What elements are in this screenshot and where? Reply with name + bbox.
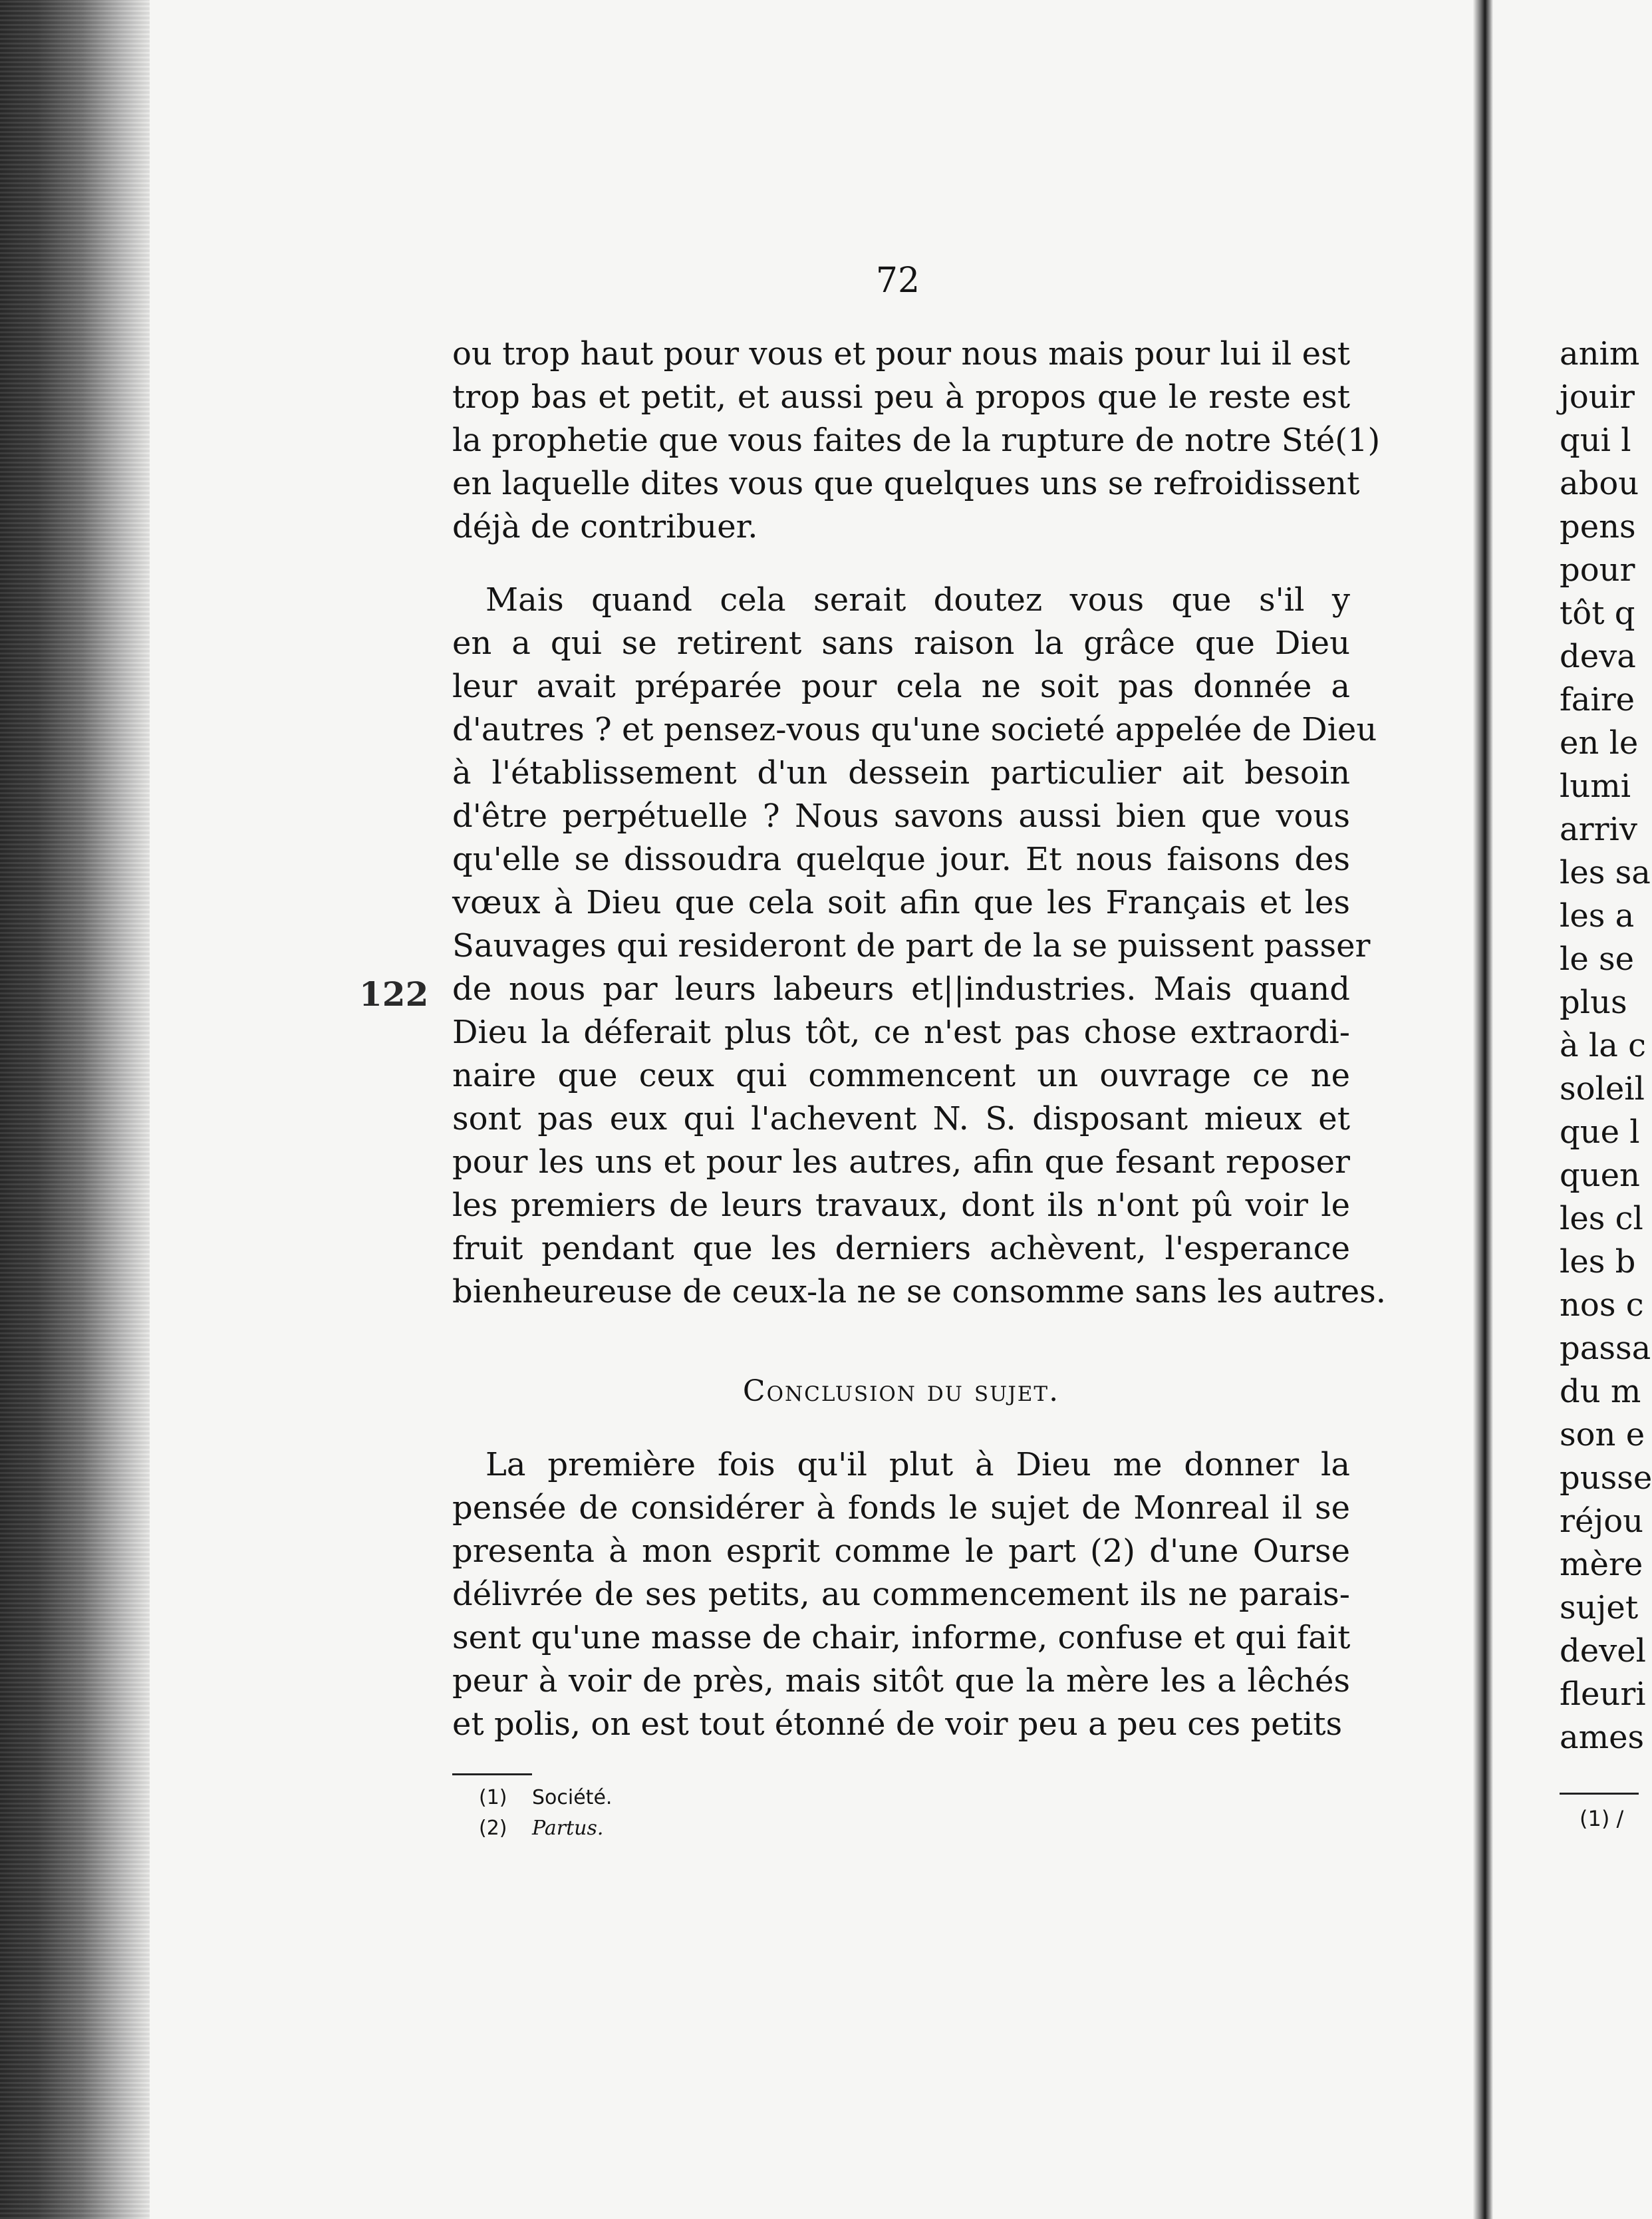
text-line: d'être perpétuelle ? Nous savons aussi bien que vous [452,798,1350,835]
right-page-line-fragment: faire [1560,681,1635,718]
right-page-line-fragment: devel [1560,1632,1647,1670]
text-line: et polis, on est tout étonné de voir peu a peu ces petits [452,1705,1343,1743]
paragraph-1 [452,333,1381,549]
text-line: bienheureuse de ceux-la ne se consomme sans les autres. [452,1273,1387,1310]
right-page-line-fragment: mère [1560,1546,1643,1583]
text-line: presenta à mon esprit comme le part (2) d'une Ourse [452,1533,1350,1570]
right-page-line-fragment: arriv [1560,811,1637,848]
text-line: en a qui se retirent sans raison la grâce que Dieu [452,625,1350,662]
page-number: 72 [875,261,920,301]
paragraph-2 [452,579,1387,1314]
right-page-line-fragment: deva [1560,638,1636,675]
right-page-line-fragment: ames [1560,1719,1645,1756]
footnote-text: Société. [532,1786,613,1809]
right-page-line-fragment: pusse [1560,1459,1652,1497]
page-gutter [1473,0,1493,2219]
right-page-line-fragment: nos c [1560,1286,1644,1324]
text-line: sont pas eux qui l'achevent N. S. disposant mieux et [452,1100,1350,1137]
section-heading: Conclusion du sujet. [742,1374,1060,1408]
footnote-rule [452,1773,532,1775]
right-page-line-fragment: jouir [1560,378,1635,416]
footnote-mark: (1) [479,1786,507,1809]
right-page-line-fragment: que l [1560,1113,1640,1151]
right-page-line-fragment: réjou [1560,1503,1644,1540]
right-page-fragments [1560,333,1652,1759]
right-page-line-fragment: qui l [1560,422,1631,459]
right-page-line-fragment: pour [1560,551,1635,589]
margin-note: 122 [359,974,429,1014]
right-page-line-fragment: les sa [1560,854,1651,891]
text-line: naire que ceux qui commencent un ouvrage ce ne [452,1057,1350,1094]
right-page-line-fragment: en le [1560,724,1639,762]
text-line: Dieu la déferait plus tôt, ce n'est pas chose extraordi- [452,1014,1350,1051]
text-line: vœux à Dieu que cela soit afin que les Français et les [452,884,1350,921]
text-line: fruit pendant que les derniers achèvent, l'esperance [452,1230,1350,1267]
text-line: Mais quand cela serait doutez vous que s'il y [485,581,1350,619]
right-page-line-fragment: pens [1560,508,1636,545]
text-line: à l'établissement d'un dessein particulier ait besoin [452,754,1350,792]
footnote-item [479,1813,612,1844]
text-line: ou trop haut pour vous et pour nous mais pour lui il est [452,335,1350,372]
text-line: La première fois qu'il plut à Dieu me donner la [485,1446,1350,1483]
footnote-mark: (2) [479,1817,507,1840]
text-line: en laquelle dites vous que quelques uns se refroidissent [452,465,1360,502]
right-page-line-fragment: les cl [1560,1200,1643,1237]
text-line: pensée de considérer à fonds le sujet de Monreal il se [452,1489,1350,1527]
right-page-line-fragment: fleuri [1560,1676,1646,1713]
right-page-line-fragment: soleil [1560,1070,1645,1108]
right-page-line-fragment: les b [1560,1243,1636,1280]
right-page-line-fragment: abou [1560,465,1639,502]
text-line: trop bas et petit, et aussi peu à propos que le reste est [452,378,1350,416]
text-line: pour les uns et pour les autres, afin que fesant reposer [452,1143,1350,1181]
text-line: d'autres ? et pensez-vous qu'une societé appelée de Dieu [452,711,1377,748]
footnote-text: Partus. [532,1817,604,1840]
right-page-line-fragment: plus [1560,984,1627,1021]
text-line: leur avait préparée pour cela ne soit pas donnée a [452,668,1350,705]
text-line: sent qu'une masse de chair, informe, confuse et qui fait [452,1619,1351,1656]
right-page-footnote: (1) / [1580,1806,1624,1831]
right-page-line-fragment: lumi [1560,768,1631,805]
right-page-line-fragment: le se [1560,941,1635,978]
right-page-line-fragment: du m [1560,1373,1641,1410]
text-line: qu'elle se dissoudra quelque jour. Et nous faisons des [452,841,1350,878]
footnotes [479,1783,612,1844]
right-page-line-fragment: les a [1560,897,1635,935]
paragraph-3 [452,1443,1350,1746]
right-page-line-fragment: son e [1560,1416,1645,1453]
scan-left-edge [0,0,150,2219]
text-line: les premiers de leurs travaux, dont ils n'ont pû voir le [452,1187,1350,1224]
text-line: de nous par leurs labeurs et||industries. Mais quand [452,970,1350,1008]
text-line: déjà de contribuer. [452,508,758,545]
text-line: Sauvages qui resideront de part de la se puissent passer [452,927,1371,964]
right-page-line-fragment: anim [1560,335,1640,372]
text-line: la prophetie que vous faites de la rupture de notre Sté(1) [452,422,1381,459]
right-page-line-fragment: quen [1560,1157,1640,1194]
text-line: délivrée de ses petits, au commencement ils ne parais- [452,1576,1350,1613]
right-page-line-fragment: sujet [1560,1589,1639,1626]
right-page-line-fragment: tôt q [1560,595,1635,632]
text-line: peur à voir de près, mais sitôt que la mère les a lêchés [452,1662,1350,1700]
right-page-footnote-rule [1560,1793,1639,1795]
right-page-line-fragment: passa [1560,1330,1651,1367]
footnote-item [479,1783,612,1813]
right-page-line-fragment: à la c [1560,1027,1646,1064]
